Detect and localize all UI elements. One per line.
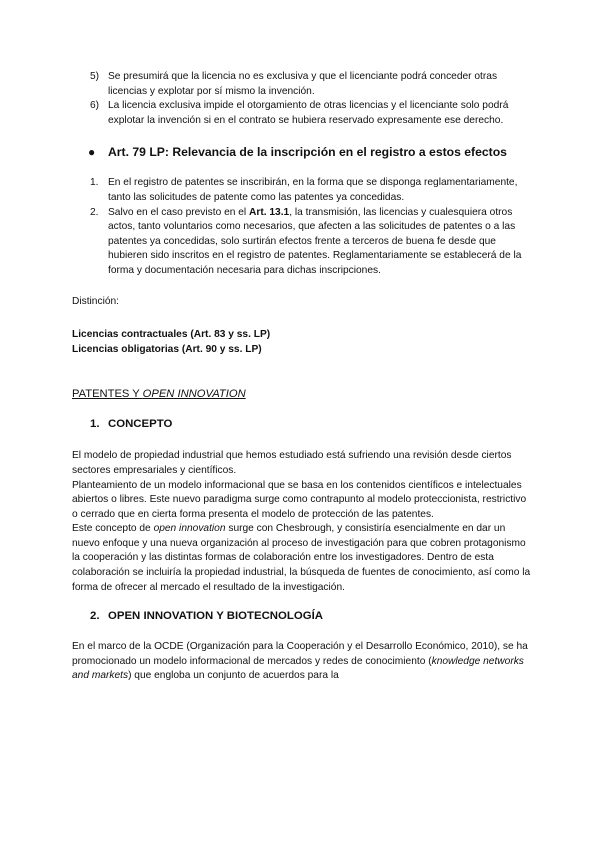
list-item — [72, 176, 532, 205]
art79-heading-item — [72, 144, 532, 160]
list-number: 5) — [90, 71, 100, 82]
heading-number: 1. — [90, 418, 100, 431]
list-number: 1. — [90, 177, 99, 189]
biotec-paragraph-1 — [72, 640, 532, 684]
biotec-heading-item — [72, 609, 532, 624]
distincion-label: Distinción: — [72, 295, 119, 307]
concepto-heading-item — [72, 417, 532, 432]
biotec-heading: OPEN INNOVATION Y BIOTECNOLOGÍA — [108, 610, 323, 623]
section-title-text: PATENTES Y — [72, 388, 143, 401]
section-title — [72, 387, 532, 401]
article-reference: Art. 13.1 — [249, 206, 290, 218]
text-run: Este concepto de — [72, 523, 154, 535]
concepto-paragraph-1: El modelo de propiedad industrial que hemos estudiado está sufriendo una revisión desde ciertos sectores empresariales y científicos. — [72, 450, 512, 476]
list-text: En el registro de patentes se inscribirán, en la forma que se disponga reglamentariamente, tanto las solicitudes de patente como las patentes ya concedidas. — [108, 177, 518, 203]
list-text: Se presumirá que la licencia no es exclusiva y que el licenciante podrá conceder otras licencias y explotar por sí mismo la invención. — [108, 71, 498, 97]
text-run: surge con Chesbrough, y consistiría esencialmente en dar un nuevo enfoque y una nueva organización al proceso de investigación para que cobren protagonismo la cooperación y las distintas formas de colaboración entre los investigadores. Dentro de esta colaboración se incluiría la propiedad industrial, la búsqueda de fuentes de conocimiento, así como la forma de ofrecer al mercado el resultado de la investigación. — [72, 523, 531, 593]
list-text: La licencia exclusiva impide el otorgamiento de otras licencias y el licenciante solo podrá explotar la invención si en el contrato se hubiera reservado expresamente ese derecho. — [108, 100, 509, 126]
concepto-paragraph-2: Planteamiento de un modelo informacional que se basa en los contenidos científicos e intelectuales abiertos o libres. Este nuevo paradigma surge como contrapunto al modelo proteccionista, restrictivo o cerrado que en cierta forma presenta el modelo de protección de las patentes. — [72, 479, 527, 520]
list-text — [108, 206, 532, 279]
list-number: 2. — [90, 206, 99, 218]
concepto-heading: CONCEPTO — [108, 418, 173, 431]
licencias-obligatorias: Licencias obligatorias (Art. 90 y ss. LP) — [72, 343, 262, 355]
list-number: 6) — [90, 100, 100, 112]
text-run: ) que engloba un conjunto de acuerdos para la — [128, 670, 339, 682]
licencias-contractuales: Licencias contractuales (Art. 83 y ss. LP) — [72, 329, 271, 341]
list-item — [72, 70, 532, 99]
section-title-em: OPEN INNOVATION — [142, 388, 246, 401]
art79-heading: Art. 79 LP: Relevancia de la inscripción en el registro a estos efectos — [108, 145, 507, 160]
list-item — [72, 206, 532, 279]
bullet-icon: ● — [88, 145, 96, 160]
text-run: Salvo en el caso previsto en el — [108, 206, 250, 218]
concepto-paragraph-3 — [72, 522, 532, 595]
text-run: , la transmisión, las licencias y cualesquiera otros actos, tanto voluntarios como necesarios, que afecten a las solicitudes de patentes o a las patentes ya concedidas, solo surtirán efectos frente a terceros de buena fe desde que hubieren sido inscritos en el registro de patentes. Reglamentariamente se establecerá de la forma y documentación necesaria para dichas inscripciones. — [108, 206, 522, 276]
document-page — [72, 70, 532, 684]
list-item — [72, 99, 532, 128]
heading-number: 2. — [90, 610, 100, 623]
text-run: En el marco de la OCDE (Organización para la Cooperación y el Desarrollo Económico, 2010), se ha promocionado un modelo informacional de mercados y redes de conocimiento ( — [72, 641, 528, 667]
text-em: open innovation — [153, 523, 226, 535]
text-em: knowledge networks and markets — [72, 655, 524, 682]
